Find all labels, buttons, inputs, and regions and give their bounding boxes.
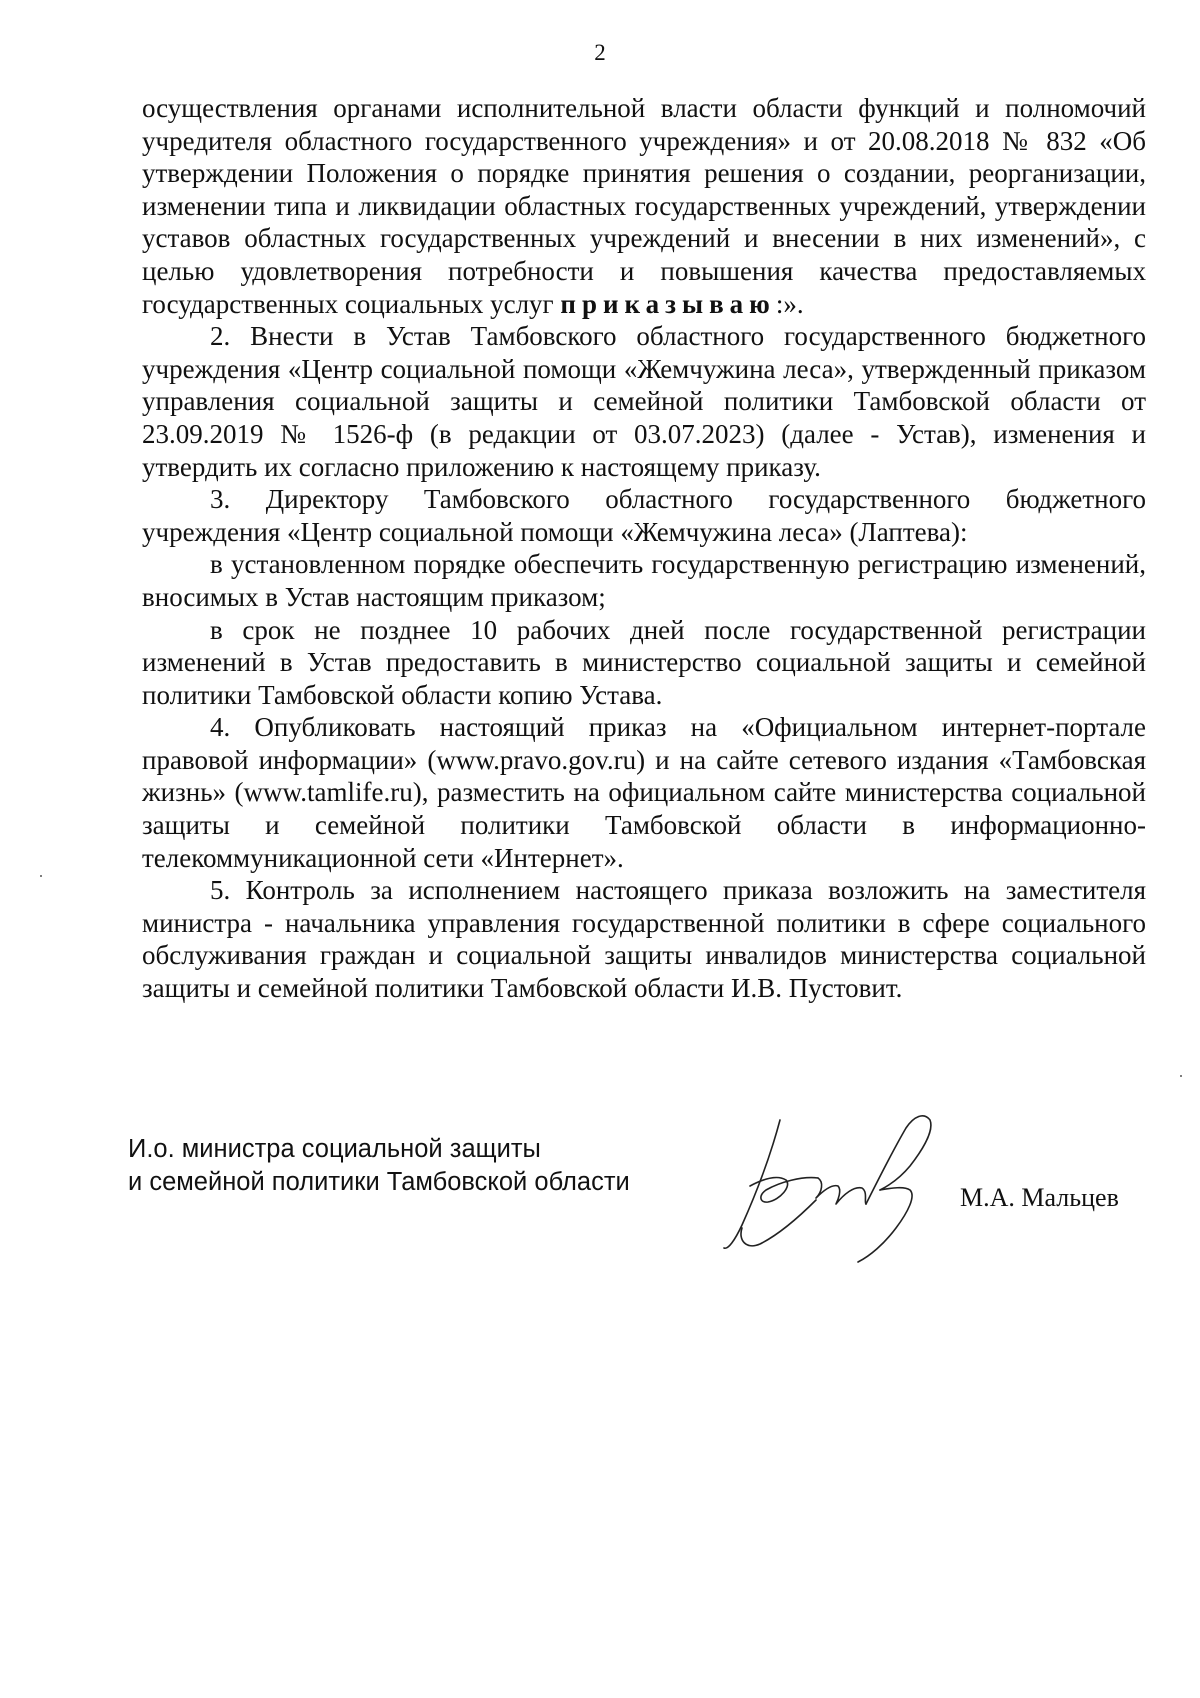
paragraph-2: 2. Внести в Устав Тамбовского областного государственного бюджетного учреждения «Центр социальной помощи «Жемчужина леса», утвержденный приказом управления социальной защиты и семейной политики Тамбовской области от 23.09.2019 № 1526-ф (в редакции от 03.07.2023) (далее - Устав), изменения и утвердить их согласно приложению к настоящему приказу. bbox=[142, 321, 1146, 482]
document-body bbox=[142, 92, 1146, 1005]
paragraph-5: 5. Контроль за исполнением настоящего приказа возложить на заместителя министра - начальника управления государственной политики в сфере социального обслуживания граждан и социальной защиты инвалидов министерства социальной защиты и семейной политики Тамбовской области И.В. Пустовит. bbox=[142, 875, 1146, 1004]
paragraph-1-tail: :». bbox=[775, 288, 804, 319]
paragraph-1-text: осуществления органами исполнительной власти области функций и полномочий учредителя областного государственного учреждения» и от 20.08.2018 № 832 «Об утверждении Положения о порядке принятия решения о создании, реорганизации, изменении типа и ликвидации областных государственных учреждений, утверждении уставов областных государственных учреждений и внесении в них изменений», с целью удовлетворения потребности и повышения качества предоставляемых государственных социальных услуг bbox=[142, 93, 1146, 319]
paragraph-3b: в срок не позднее 10 рабочих дней после государственной регистрации изменений в Устав предоставить в министерство социальной защиты и семейной политики Тамбовской области копию Устава. bbox=[142, 614, 1146, 710]
scan-speck bbox=[1180, 1075, 1182, 1077]
paragraph-3: 3. Директору Тамбовского областного государственного бюджетного учреждения «Центр социальной помощи «Жемчужина леса» (Лаптева): bbox=[142, 484, 1146, 547]
signatory-name: М.А. Мальцев bbox=[960, 1183, 1119, 1212]
paragraph-3a: в установленном порядке обеспечить государственную регистрацию изменений, вносимых в Устав настоящим приказом; bbox=[142, 549, 1146, 612]
order-keyword: приказываю bbox=[560, 288, 776, 319]
signatory-title-line-2: и семейной политики Тамбовской области bbox=[128, 1168, 630, 1196]
signatory-title-line-1: И.о. министра социальной защиты bbox=[128, 1135, 541, 1163]
signatory-title bbox=[128, 1133, 630, 1199]
scan-speck bbox=[40, 875, 42, 877]
paragraph-1 bbox=[142, 92, 1146, 320]
page-number: 2 bbox=[594, 40, 606, 65]
paragraph-4: 4. Опубликовать настоящий приказ на «Официальном интернет-портале правовой информации» (www.pravo.gov.ru) и на сайте сетевого издания «Тамбовская жизнь» (www.tamlife.ru), разместить на официальном сайте министерства социальной защиты и семейной политики Тамбовской области в информационно-телекоммуникационной сети «Интернет». bbox=[142, 712, 1146, 873]
handwritten-signature bbox=[720, 1090, 980, 1270]
